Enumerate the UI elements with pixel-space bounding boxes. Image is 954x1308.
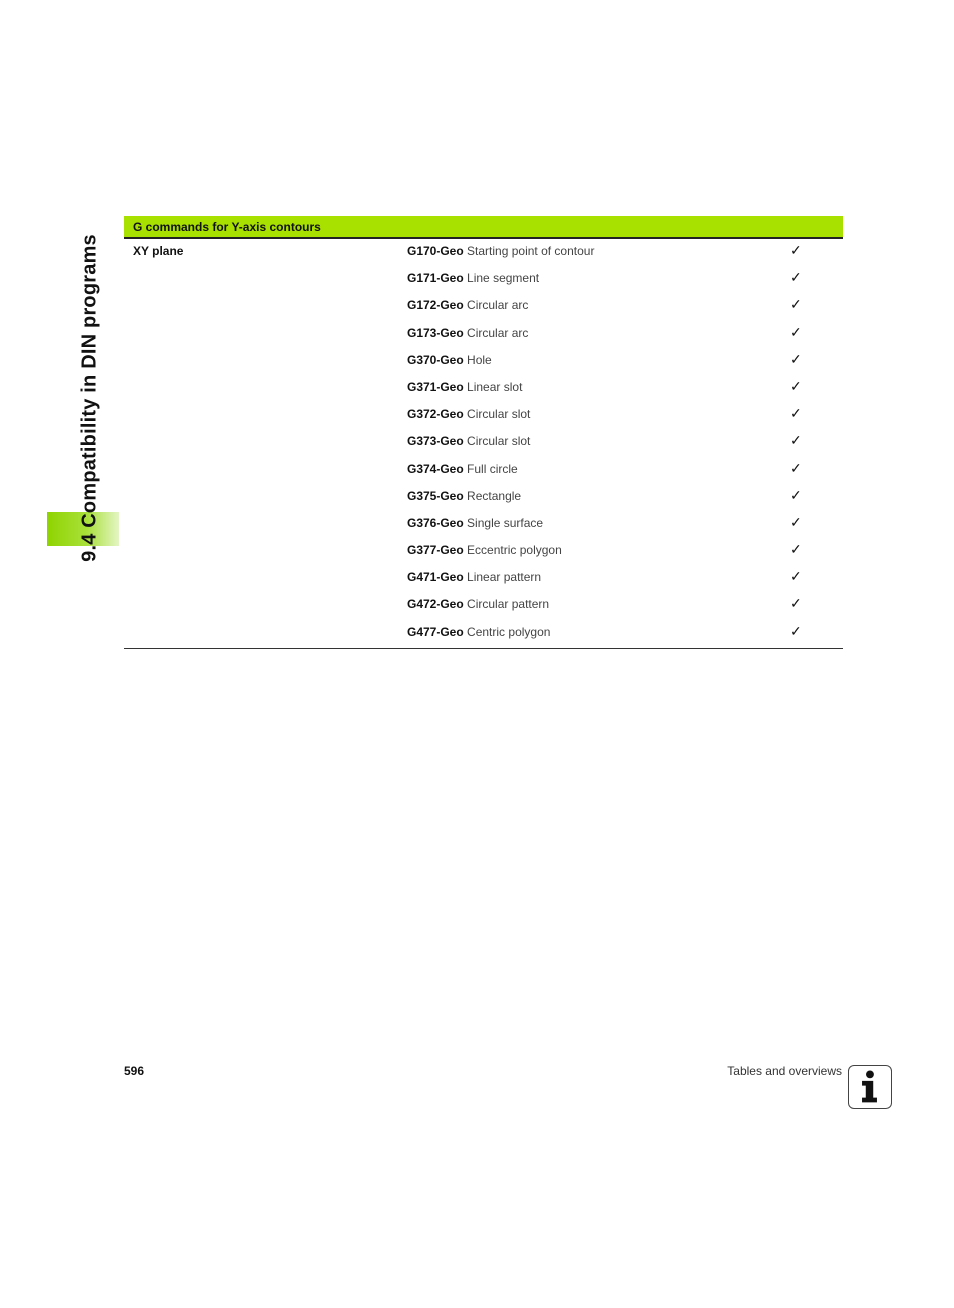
chapter-side-title: 9.4 Compatibility in DIN programs [78,234,101,562]
command-description: Hole [467,352,492,367]
check-mark-icon: ✓ [790,269,802,286]
check-mark-icon: ✓ [790,242,802,258]
plane-label: XY plane [133,244,184,258]
command-cell [407,244,594,258]
command-code: G373-Geo [407,434,464,449]
table-row [124,565,843,592]
check-mark-icon: ✓ [790,296,802,313]
table-row [124,293,843,320]
table-row [124,375,843,402]
command-code: G371-Geo [407,379,464,394]
table-row [124,538,843,565]
command-cell [407,326,528,340]
command-description: Eccentric polygon [467,543,562,558]
check-mark-icon: ✓ [790,595,802,612]
command-cell [407,407,530,421]
table-row [124,484,843,511]
command-description: Circular slot [467,407,531,422]
command-cell [407,625,550,639]
command-code: G376-Geo [407,515,464,530]
command-description: Centric polygon [467,624,551,639]
command-cell [407,489,521,503]
g-commands-table [124,216,843,649]
check-mark-icon: ✓ [790,622,802,639]
table-row [124,321,843,348]
check-mark-icon: ✓ [790,377,802,394]
command-cell [407,271,539,285]
check-mark-icon: ✓ [790,350,802,367]
check-mark-icon: ✓ [790,432,802,449]
table-row [124,511,843,538]
page-number: 596 [124,1064,145,1078]
command-cell [407,597,549,611]
command-description: Starting point of contour [467,244,595,258]
check-mark-icon: ✓ [790,541,802,558]
command-code: G170-Geo [407,244,464,258]
command-cell [407,462,518,476]
command-cell [407,353,492,367]
check-mark-icon: ✓ [790,405,802,422]
footer-section-title: Tables and overviews [727,1064,842,1078]
command-description: Circular pattern [467,597,550,612]
check-mark-icon: ✓ [790,459,802,476]
command-cell [407,380,522,394]
command-description: Circular arc [467,298,529,313]
command-cell [407,543,562,557]
command-code: G472-Geo [407,597,464,612]
table-row [124,266,843,293]
command-code: G172-Geo [407,298,464,313]
command-description: Line segment [467,271,540,286]
command-description: Circular slot [467,434,531,449]
check-mark-icon: ✓ [790,513,802,530]
command-code: G471-Geo [407,570,464,585]
command-code: G372-Geo [407,407,464,422]
command-code: G477-Geo [407,624,464,639]
command-description: Full circle [467,461,518,476]
command-description: Linear pattern [467,570,542,585]
table-row [124,620,843,648]
table-row [124,592,843,619]
table-row [124,457,843,484]
table-header: G commands for Y-axis contours [124,216,843,239]
command-code: G370-Geo [407,352,464,367]
table-row [124,402,843,429]
command-code: G375-Geo [407,488,464,503]
command-description: Single surface [467,515,544,530]
table-body [124,239,843,648]
check-mark-icon: ✓ [790,323,802,340]
command-code: G377-Geo [407,543,464,558]
command-description: Linear slot [467,379,523,394]
command-code: G374-Geo [407,461,464,476]
table-row [124,429,843,456]
command-description: Rectangle [467,488,522,503]
table-row [124,348,843,375]
command-cell [407,434,530,448]
check-mark-icon: ✓ [790,568,802,585]
command-cell [407,570,541,584]
table-row [124,239,843,266]
check-mark-icon: ✓ [790,486,802,503]
command-code: G173-Geo [407,325,464,340]
command-description: Circular arc [467,325,529,340]
command-code: G171-Geo [407,271,464,286]
command-cell [407,516,543,530]
command-cell [407,298,528,312]
info-icon [848,1065,892,1109]
